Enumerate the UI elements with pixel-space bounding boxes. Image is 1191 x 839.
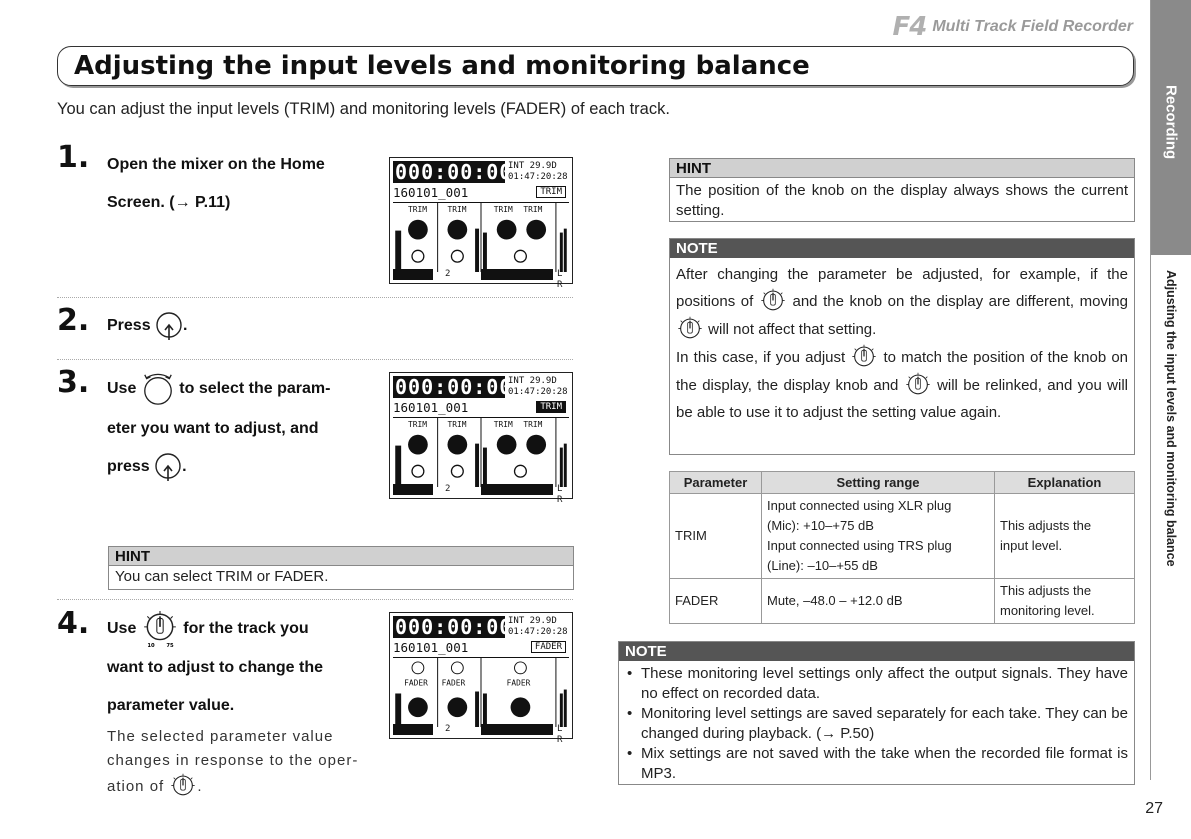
lcd-label: TRIM: [523, 204, 543, 214]
trim-knob-icon: [676, 316, 704, 344]
lcd-mixer-grid: [393, 417, 569, 487]
page-number: 27: [1145, 800, 1163, 817]
lcd-track-footer: 2 L R: [393, 484, 569, 495]
brand-logo: F4: [892, 12, 927, 42]
step-4-sub-1: The selected parameter value: [107, 728, 334, 745]
table-cell: Input connected using XLR plug (Mic): +10–+75 dB Input connected using TRS plug (Line): –10–+55 dB: [762, 494, 995, 579]
hint-body: You can select TRIM or FADER.: [115, 568, 329, 585]
table-cell: FADER: [670, 579, 762, 624]
step-3-line-1: Use to select the param-: [107, 370, 330, 408]
brand-subtitle: Multi Track Field Recorder: [932, 18, 1133, 35]
table-cell: This adjusts the input level.: [995, 494, 1135, 579]
brand-header: [892, 12, 1133, 42]
list-item: • These monitoring level settings only affect the output signals. They have no effect on recorded data.: [625, 664, 1128, 704]
lcd-label: FADER: [441, 678, 466, 688]
step-3-line-2: eter you want to adjust, and: [107, 420, 319, 437]
step-divider: [57, 297, 573, 298]
note-box-top: [669, 238, 1135, 455]
section-tab-label: Recording: [1162, 85, 1180, 160]
list-item: • Mix settings are not saved with the take when the recorded file format is MP3.: [625, 744, 1128, 784]
step-4-line-1: Use 10 75 for the track you: [107, 610, 309, 648]
step-1-line-2[interactable]: Screen. (→ P.11): [107, 194, 231, 211]
table-header-row: [670, 472, 1135, 494]
step-3-line-3: press .: [107, 448, 187, 486]
lcd-label: TRIM: [447, 419, 467, 429]
note-list: [619, 661, 1134, 787]
step-3-number: 3.: [57, 365, 90, 400]
lcd-rate: INT 29.9D 01:47:20:28: [508, 616, 568, 637]
intro-text: You can adjust the input levels (TRIM) and monitoring levels (FADER) of each track.: [57, 100, 670, 118]
lcd-label: TRIM: [408, 419, 428, 429]
note-heading: NOTE: [670, 239, 1134, 258]
table-row: [670, 494, 1135, 579]
section-tab[interactable]: [1151, 0, 1191, 255]
table-cell: Mute, –48.0 – +12.0 dB: [762, 579, 995, 624]
lcd-timecode: 000:00:00: [395, 160, 513, 184]
trim-knob-icon: [141, 610, 179, 648]
lcd-param-indicator: TRIM: [536, 401, 566, 413]
step-4-number: 4.: [57, 606, 90, 641]
table-cell: TRIM: [670, 494, 762, 579]
step-4-line-2: want to adjust to change the: [107, 659, 324, 676]
step-1-number: 1.: [57, 140, 90, 175]
step-divider: [57, 599, 573, 600]
lcd-label: TRIM: [523, 419, 543, 429]
lcd-rate: INT 29.9D 01:47:20:28: [508, 161, 568, 182]
lcd-label: TRIM: [493, 419, 513, 429]
step-divider: [57, 359, 573, 360]
trim-knob-icon: [850, 344, 878, 372]
lcd-screen-3: [389, 612, 573, 745]
note-heading: NOTE: [619, 642, 1134, 661]
table-header: Parameter: [670, 472, 762, 494]
parameter-table: [669, 471, 1135, 624]
page-title-box: [57, 46, 1134, 86]
topic-tab[interactable]: [1151, 270, 1191, 610]
lcd-mixer-grid: [393, 202, 569, 272]
lcd-take-name: 160101_001: [393, 400, 469, 415]
lcd-track-footer: 2 L R: [393, 724, 569, 735]
lcd-rate: INT 29.9D 01:47:20:28: [508, 376, 568, 397]
note-body: After changing the parameter be adjusted, for example, if the positions of and the knob on the display are different, moving will not affect that setting. In this case, if you adjust to match the position of the knob on the display, the display knob and will be relinked, and you will be able to use it to adjust the setting value again.: [676, 266, 1129, 421]
hint-body: The position of the knob on the display always shows the current setting.: [676, 182, 1128, 219]
step-4-sub-3: ation of .: [107, 773, 203, 801]
lcd-label: FADER: [506, 678, 531, 688]
lcd-take-name: 160101_001: [393, 640, 469, 655]
step-4-sub-2: changes in response to the oper-: [107, 752, 359, 769]
lcd-param-indicator: FADER: [531, 641, 566, 653]
table-header: Explanation: [995, 472, 1135, 494]
rotate-knob-icon: [141, 371, 175, 407]
lcd-mixer-grid: [393, 657, 569, 727]
trim-knob-icon: [904, 372, 932, 400]
hint-box-right: [669, 158, 1135, 222]
lcd-param-indicator: TRIM: [536, 186, 566, 198]
page-title: Adjusting the input levels and monitoring balance: [74, 51, 810, 81]
trim-knob-icon: [759, 288, 787, 316]
step-4-line-3: parameter value.: [107, 697, 235, 714]
lcd-screen-1: [389, 157, 573, 290]
list-item: • Monitoring level settings are saved separately for each take. They can be changed during playback. (→ P.50): [625, 704, 1128, 744]
table-header: Setting range: [762, 472, 995, 494]
table-cell: This adjusts the monitoring level.: [995, 579, 1135, 624]
note-box-bottom: [618, 641, 1135, 785]
lcd-label: TRIM: [447, 204, 467, 214]
lcd-label: TRIM: [408, 204, 428, 214]
topic-tab-label: Adjusting the input levels and monitoring balance: [1164, 270, 1178, 567]
step-1-line-1: Open the mixer on the Home: [107, 156, 325, 173]
trim-knob-icon: [169, 773, 197, 801]
lcd-take-name: 160101_001: [393, 185, 469, 200]
press-button-icon: [155, 311, 183, 341]
hint-heading: HINT: [670, 159, 1134, 178]
step-2-number: 2.: [57, 303, 90, 338]
lcd-label: FADER: [404, 678, 428, 688]
press-button-icon: [154, 452, 182, 482]
lcd-timecode: 000:00:00: [395, 615, 513, 639]
svg-text:10: 10: [147, 642, 155, 649]
hint-box-left: [108, 546, 574, 590]
hint-heading: HINT: [109, 547, 573, 566]
lcd-label: TRIM: [493, 204, 513, 214]
step-2-text: Press .: [107, 307, 188, 345]
svg-text:75: 75: [166, 642, 174, 649]
lcd-track-footer: 2 L R: [393, 269, 569, 280]
lcd-timecode: 000:00:00: [395, 375, 513, 399]
table-row: [670, 579, 1135, 624]
lcd-screen-2: [389, 372, 573, 505]
